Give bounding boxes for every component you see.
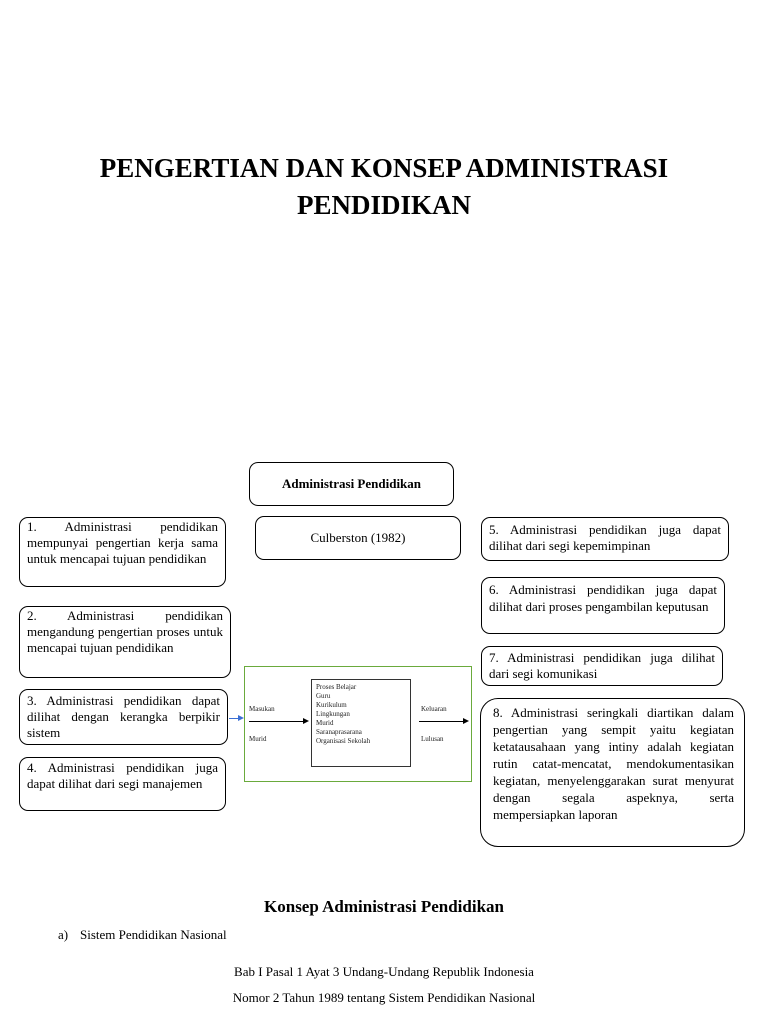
definition-box-1	[19, 517, 226, 587]
author-label: Culberston (1982)	[310, 530, 406, 545]
body-line-1: Bab I Pasal 1 Ayat 3 Undang-Undang Republik Indonesia	[234, 964, 534, 979]
definition-text-1: 1. Administrasi pendidikan mempunyai pengertian kerja sama untuk mencapai tujuan pendidikan	[27, 519, 218, 566]
process-box	[311, 679, 411, 767]
process-item: Kurikulum	[316, 701, 347, 709]
definition-text-5: 5. Administrasi pendidikan juga dapat dilihat dari segi kepemimpinan	[489, 522, 721, 553]
body-line-2: Nomor 2 Tahun 1989 tentang Sistem Pendidikan Nasional	[232, 990, 536, 1005]
page-title-line-1: PENGERTIAN DAN KONSEP ADMINISTRASI	[99, 153, 669, 183]
diagram-header-label: Administrasi Pendidikan	[281, 476, 422, 491]
output-value: Lulusan	[421, 735, 444, 743]
definition-box-5	[481, 517, 729, 561]
author-box	[255, 516, 461, 560]
process-item: Lingkungan	[316, 710, 350, 718]
input-label: Masukan	[249, 705, 275, 713]
definition-box-7	[481, 646, 723, 686]
definition-text-6: 6. Administrasi pendidikan juga dapat dilihat dari proses pengambilan keputusan	[489, 582, 717, 614]
definition-box-3	[19, 689, 228, 745]
definition-box-6	[481, 577, 725, 634]
process-item: Murid	[316, 719, 334, 727]
input-value: Murid	[249, 735, 267, 743]
diagram-header-box	[249, 462, 454, 506]
input-arrow-head	[303, 718, 309, 724]
process-item: Proses Belajar	[316, 683, 357, 691]
list-item-text: Sistem Pendidikan Nasional	[80, 927, 227, 942]
definition-text-8: 8. Administrasi seringkali diartikan dalam pengertian yang sempit yaitu kegiatan ketatausahaan yang intiny adalah kegiatan rutin catat-mencatat, mendokumentasikan kegiatan, menyelenggarakan surat menyurat dengan segala aspeknya, serta mempersiapkan laporan	[493, 705, 734, 822]
definition-box-8	[480, 698, 745, 847]
process-item: Guru	[316, 692, 331, 700]
list-item	[58, 927, 227, 943]
definition-text-4: 4. Administrasi pendidikan juga dapat dilihat dari segi manajemen	[27, 760, 218, 791]
definition-text-7: 7. Administrasi pendidikan juga dilihat dari segi komunikasi	[489, 650, 715, 681]
output-arrow-line	[419, 721, 463, 722]
list-item-marker: a)	[58, 927, 69, 942]
definition-box-2	[19, 606, 231, 678]
process-item: Saranaprasarana	[316, 728, 362, 736]
definition-text-2: 2. Administrasi pendidikan mengandung pengertian proses untuk mencapai tujuan pendidikan	[27, 608, 223, 655]
system-diagram	[244, 666, 472, 782]
page-title-line-2: PENDIDIKAN	[296, 190, 471, 220]
process-item: Organisasi Sekolah	[316, 737, 371, 745]
definition-text-3: 3. Administrasi pendidikan dapat dilihat dengan kerangka berpikir sistem	[27, 693, 220, 740]
output-label: Keluaran	[421, 705, 447, 713]
definition-box-4	[19, 757, 226, 811]
output-arrow-head	[463, 718, 469, 724]
input-arrow-line	[249, 721, 303, 722]
page-title	[40, 150, 728, 224]
section-heading: Konsep Administrasi Pendidikan	[264, 897, 504, 916]
